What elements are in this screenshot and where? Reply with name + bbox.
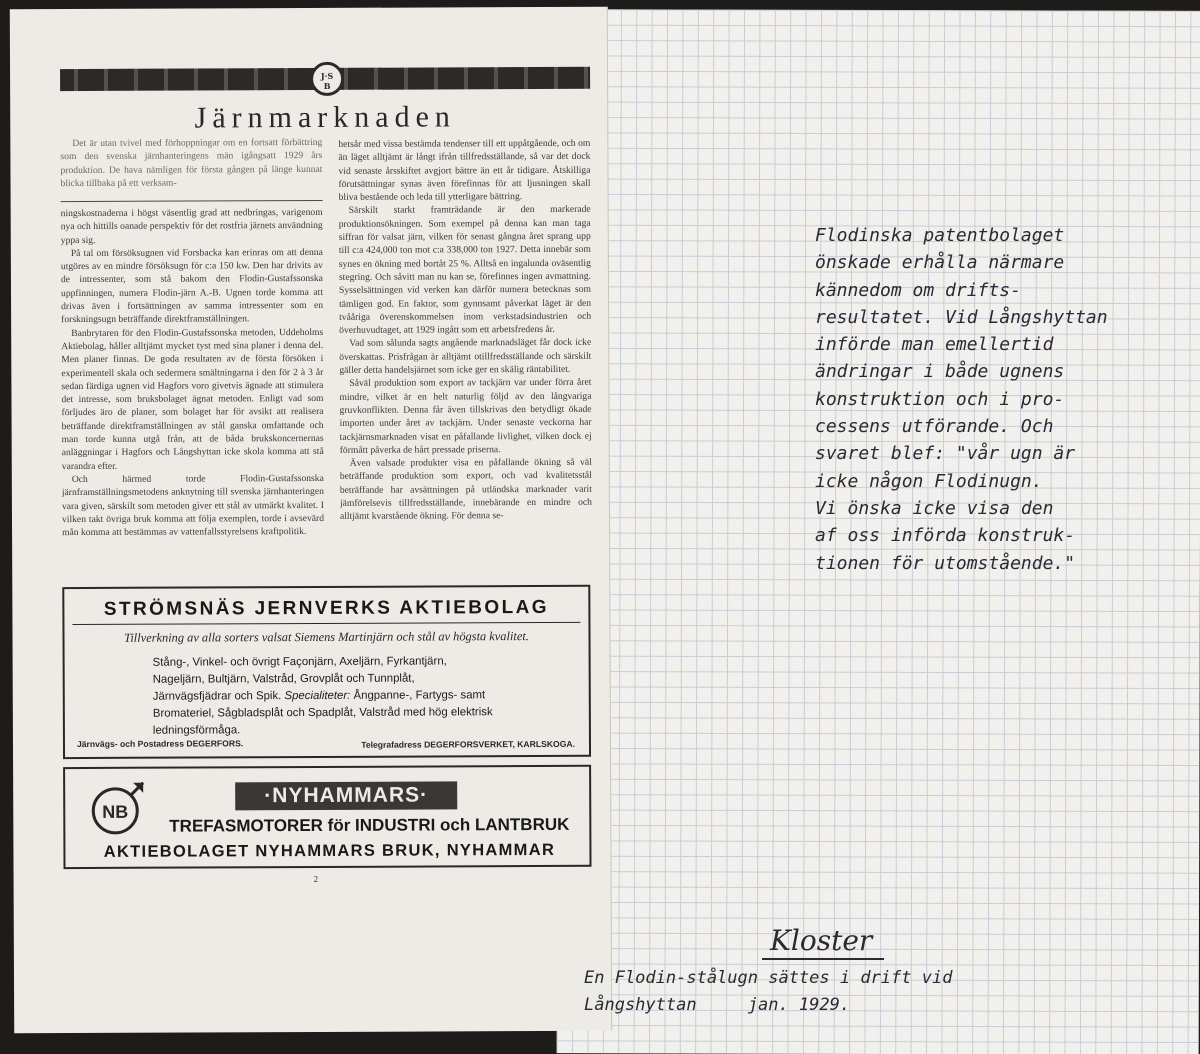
footnote-line: Långshyttan jan. 1929. — [584, 995, 851, 1015]
page-number: 2 — [313, 873, 319, 884]
specialties-list: Ångpanne-, Fartygs- samt Bromateriel, Sågbladsplåt och Spadplåt, Valstråd med hög elektrisk ledningsförmåga. — [152, 689, 493, 737]
nb-logo-icon — [89, 781, 145, 837]
ad-company: AKTIEBOLAGET NYHAMMARS BRUK, NYHAMMAR — [103, 840, 556, 861]
handwritten-line: konstruktion och i pro- — [815, 388, 1065, 410]
ad-products — [153, 653, 493, 739]
intro-divider — [61, 200, 323, 202]
footnote-line: En Flodin-stålugn sättes i drift vid — [584, 968, 953, 988]
handwritten-line: Vi önska icke visa den — [815, 497, 1054, 519]
handwritten-line: införde man emellertid — [815, 334, 1054, 356]
svg-text:NB: NB — [102, 801, 129, 822]
handwritten-line: cessens utförande. Och — [815, 416, 1054, 438]
handwritten-line: af oss införda konstruk- — [815, 525, 1076, 547]
postal-address: Järnvägs- och Postadress DEGERFORS. — [76, 738, 244, 750]
ad-headline: TREFASMOTORER för INDUSTRI och LANTBRUK — [169, 814, 570, 836]
handwritten-line: icke någon Flodinugn. — [815, 470, 1043, 492]
paragraph: Och härmed torde Flodin-Gustafssonska järnframställningsmetodens anknytning till svenska järnhanteringen vara given, särskilt som metoden giver ett stål av utmärkt kvalitet. I vilken takt övriga bruk komma att följa exemplen, torde i avsevärd mån komma att bestämmas av vattenfallsstyrelsens kraftpolitik. — [61, 472, 325, 539]
newspaper-page — [10, 7, 612, 1034]
paragraph: ningskostnaderna i högst väsentlig grad att nedbringas, varigenom nya och hittills oanade perspektiv för det rostfria järnets användning yppa sig. — [60, 206, 323, 246]
handwritten-line: tionen för utomstående." — [815, 552, 1076, 574]
handwritten-line: svaret blef: "vår ugn är — [815, 443, 1076, 465]
paragraph: Särskilt starkt framträdande är den markerade produktionsökningen. Som exempel på denna kan man taga siffran för valsat järn, vilken för senast gångna året sprang upp till c:a 424,000 ton mot c:a 338,000 ton 1927. Detta innebär som synes en ökning med bortåt 25 %. Alltså en ingalunda oväsentlig stegring. Och såvitt man nu kan se, förefinnes ingen avmattning. Sysselsättningen vid verken kan därför numera betecknas som tämligen god. En faktor, som gynnsamt påverkat läget är den tvååriga överenskommelsen inom verkstadsindustrien och överhuvudtaget, att 1929 ingått som ett arbetsfredens år. — [338, 204, 592, 337]
handwritten-footnote — [584, 965, 952, 1019]
telegraph-address: Telegrafadress DEGERFORSVERKET, KARLSKOGA. — [361, 738, 576, 750]
paragraph: Vad som sålunda sagts angående marknadsläget får dock icke överskattas. Prisfrågan är alltjämt otillfredsställande och särskilt gäller detta handelsjärnet som icke ger en skälig räntabilitet. — [339, 337, 592, 376]
ad-tagline: Tillverkning av alla sorters valsat Siemens Martinjärn och stål av högsta kvalitet. — [124, 629, 529, 645]
paragraph: Banbrytaren för den Flodin-Gustafssonska metoden, Uddeholms Aktiebolag, håller alltjämt mycket tyst med sina planer i denna del. Men planer finnas. De goda resultaten av de första försöken i experimentell skala och sedermera smältningarna i den för 2 à 3 år sedan färdiga ugnen vid Hagfors voro givetvis ägnade att stimulera det intresse, som bruksbolaget ägnat metoden. Enligt vad som förljudes äro de planer, som bolaget har för avsikt att realisera beträffande direktframställningen av stål ganska omfattande och man torde kunna utgå från, att de båda brukskoncernernas anläggningar i Hagfors och Långshyttan icke skola komma att stå varandra efter. — [61, 326, 324, 472]
handwritten-line: Flodinska patentbolaget — [815, 225, 1065, 246]
ad-title: STRÖMSNÄS JERNVERKS AKTIEBOLAG — [72, 597, 580, 625]
handwritten-line: kännedom om drifts- — [815, 279, 1021, 301]
article-column-left — [61, 206, 325, 577]
article-title: Järnmarknaden — [194, 100, 456, 135]
nyhammars-advertisement — [63, 765, 591, 869]
specialties-label: Specialiteter: — [284, 689, 351, 703]
handwritten-heading: Kloster — [762, 924, 884, 960]
handwritten-line: resultatet. Vid Långshyttan — [815, 306, 1108, 328]
nyhammars-wordmark: ·NYHAMMARS· — [235, 781, 457, 810]
paragraph: På tal om försöksugnen vid Forsbacka kan erinras om att denna utgöres av en mindre försöksugn för c:a 150 kw. Den har drivits av de intressenter, som stå bakom den Flodin-Gustafssonska uppfinningen, numera Flodin-järn A.-B. Ugnen torde komma att drivas även i fortsättningen av samma intressenter som en forskningsugn beträffande direktframställningen. — [60, 246, 324, 326]
banner-emblem: J·S B — [310, 62, 344, 96]
handwritten-note — [815, 222, 1155, 577]
handwritten-line: ändringar i både ugnens — [815, 361, 1065, 383]
handwritten-line: önskade erhålla närmare — [815, 252, 1065, 274]
decorative-banner — [60, 67, 590, 91]
article-intro: Det är utan tvivel med förhoppningar om en fortsatt förbättring som den svenska järnhanteringens män igångsatt 1929 års produktion. De hava nämligen för första gången på länge kunnat blicka tillbaka på ett verksam- — [60, 136, 323, 190]
paragraph: Även valsade produkter visa en påfallande ökning så väl beträffande produktion som export, och vad kvalitetsstål beträffande har avsättningen på utländska marknader varit jämförelsevis tillfredsställande, innebärande en mindre och alltjämt kvarstående ökning. För denna se- — [339, 456, 592, 523]
product-list: Stång-, Vinkel- och övrigt Façonjärn, Axeljärn, Fyrkantjärn, Nageljärn, Bultjärn, Valstråd, Grovplåt och Tunnplåt, Järnvägsfjädrar och Spik. — [152, 655, 447, 703]
paragraph: Såväl produktion som export av tackjärn var under förra året mindre, vilket är en helt naturlig följd av den långvariga gruvkonflikten. Denna får även tillskrivas den betydligt ökade importen under året av tackjärn. Under senaste veckorna har tackjärnsmarknaden visat en påfallande livlighet, vilken dock ej förmått påverka de hårt pressade priserna. — [339, 377, 592, 456]
stromsnas-advertisement — [62, 585, 591, 759]
paragraph: hetsår med vissa bestämda tendenser till ett uppåtgående, och om än läget alltjämt är långt ifrån tillfredsställande, så var det dock vid senaste årsskiftet avgjort bättre än ett år tidigare. Åtskilliga förutsättningar synas även förefinnas för att ljusningen skall bliva bestående och leda till ytterligare bättring. — [338, 137, 591, 204]
article-column-right — [338, 137, 592, 576]
